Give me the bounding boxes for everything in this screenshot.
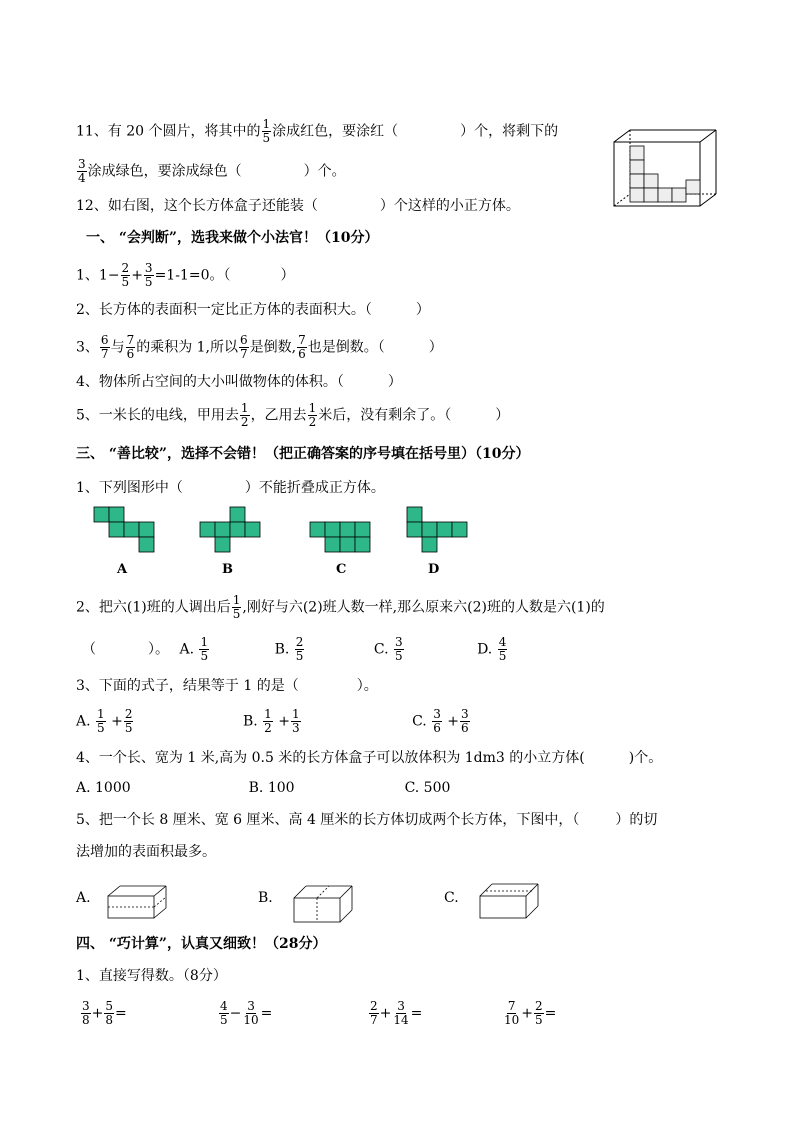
- section4-heading: 四、 “巧计算”，认真又细致！（28分）: [76, 936, 327, 952]
- fraction: $\frac{7}{6}$: [126, 333, 135, 361]
- judge-2: 2、长方体的表面积一定比正方体的表面积大。（ ）: [76, 302, 430, 318]
- fraction: $\frac{2}{5}$: [121, 261, 130, 289]
- calc-expr-3: $\frac{2}{7}$ + $\frac{3}{14}$ =: [370, 999, 423, 1027]
- cube-net-c: [310, 507, 372, 555]
- section3-heading: 三、 “善比较”，选择不会错！（把正确答案的序号填在括号里）（10分）: [76, 446, 530, 462]
- fraction: $\frac{4}{5}$: [498, 635, 507, 663]
- judge-1: 1、1− $\frac{2}{5}$ + $\frac{3}{5}$ =1-1=0。（ ）: [76, 261, 295, 289]
- fraction: $\frac{3}{6}$: [433, 707, 441, 735]
- fraction: $\frac{3}{4}$: [78, 157, 86, 185]
- cube-net-a: [94, 507, 156, 555]
- q11-text-b: 涂成红色，要涂红（: [272, 123, 399, 140]
- fraction: $\frac{5}{8}$: [105, 999, 114, 1027]
- choice-4: 4、一个长、宽为 1 米,高为 0.5 米的长方体盒子可以放体积为 1dm3 的小立方体( )个。: [76, 750, 663, 766]
- choice-2-options: （ ）。 A. $\frac{1}{5}$ B. $\frac{2}{5}$ C. $\frac{3}{5}$ D. $\frac{4}{5}$: [82, 635, 507, 663]
- choice-5: 5、把一个长 8 厘米、宽 6 厘米、高 4 厘米的长方体切成两个长方体，下图中，（ ）的切: [76, 812, 658, 828]
- fraction: $\frac{1}{2}$: [308, 401, 317, 429]
- fraction: $\frac{1}{2}$: [240, 401, 249, 429]
- fraction: $\frac{3}{14}$: [393, 999, 409, 1027]
- q12-text-b: ）个这样的小正方体。: [379, 198, 520, 214]
- fraction: $\frac{1}{5}$: [97, 707, 105, 735]
- fraction: $\frac{2}{5}$: [124, 707, 133, 735]
- fraction: $\frac{3}{10}$: [243, 999, 259, 1027]
- cut-box-c: [478, 882, 540, 920]
- calc-1: 1、直接写得数。（8分）: [76, 968, 227, 984]
- calc-expr-4: $\frac{7}{10}$ + $\frac{2}{5}$ =: [504, 999, 557, 1027]
- choice-3: 3、下面的式子，结果等于 1 的是（ ）。: [76, 678, 378, 694]
- cube-net-d: [407, 507, 469, 555]
- calc-expr-2: $\frac{4}{5}$ − $\frac{3}{10}$ =: [220, 999, 273, 1027]
- judge-4: 4、物体所占空间的大小叫做物体的体积。（ ）: [76, 374, 402, 390]
- fraction: $\frac{6}{7}$: [100, 333, 109, 361]
- fraction: $\frac{1}{2}$: [264, 707, 272, 735]
- fraction: $\frac{3}{6}$: [461, 707, 469, 735]
- fraction: $\frac{6}{7}$: [240, 333, 248, 361]
- fraction: $\frac{1}{3}$: [291, 707, 300, 735]
- cut-box-a: [106, 884, 168, 920]
- choice-5-opt-c: C.: [444, 890, 459, 906]
- q12-line: [76, 196, 520, 216]
- fraction: $\frac{2}{5}$: [295, 635, 304, 663]
- choice-2: 2、把六(1)班的人调出后 $\frac{1}{5}$ ,刚好与六(2)班人数一样,那么原来六(2)班的人数是六(1)的: [76, 593, 605, 621]
- q11-text-d: 涂成绿色，要涂成绿色（: [87, 163, 242, 180]
- box-figure: [612, 128, 722, 210]
- choice-1: 1、下列图形中（ ）不能折叠成正方体。: [76, 480, 385, 496]
- calc-expr-1: $\frac{3}{8}$ + $\frac{5}{8}$ =: [82, 999, 127, 1027]
- q11-line1: [76, 118, 558, 145]
- fraction: $\frac{1}{5}$: [232, 593, 241, 621]
- q11-line2: [76, 158, 346, 185]
- fraction: $\frac{1}{5}$: [200, 635, 209, 663]
- fraction: $\frac{3}{8}$: [82, 999, 90, 1027]
- fraction: $\frac{7}{6}$: [298, 333, 306, 361]
- choice-5-opt-b: B.: [258, 890, 273, 906]
- net-label-d: D: [428, 562, 440, 577]
- fraction: $\frac{3}{5}$: [144, 261, 153, 289]
- judge-3: 3、 $\frac{6}{7}$ 与 $\frac{7}{6}$ 的乘积为 1,所以 $\frac{6}{7}$ 是倒数, $\frac{7}{6}$ 也是倒数。（ ）: [76, 333, 443, 361]
- q11-text-e: ）个。: [303, 163, 346, 180]
- cube-net-b: [200, 507, 262, 555]
- q11-text-a: 11、有 20 个圆片，将其中的: [76, 123, 261, 140]
- section1-heading: 一、 “会判断”，选我来做个小法官！（10分）: [86, 230, 379, 246]
- judge-5: 5、一米长的电线，甲用去 $\frac{1}{2}$ ，乙用去 $\frac{1}{2}$ 米后，没有剩余了。（ ）: [76, 401, 510, 429]
- choice-5-opt-a: A.: [76, 890, 91, 906]
- q11-text-c: ）个，将剩下的: [460, 123, 559, 140]
- net-label-c: C: [336, 562, 347, 577]
- fraction: $\frac{1}{5}$: [262, 117, 271, 145]
- choice-4-options: A. 1000 B. 100 C. 500: [76, 780, 451, 796]
- choice-5-cont: 法增加的表面积最多。: [76, 844, 216, 860]
- cut-box-b: [292, 884, 354, 924]
- fraction: $\frac{2}{7}$: [370, 999, 378, 1027]
- net-label-a: A: [117, 562, 128, 577]
- fraction: $\frac{3}{5}$: [394, 635, 403, 663]
- fraction: $\frac{7}{10}$: [504, 999, 520, 1027]
- fraction: $\frac{2}{5}$: [535, 999, 543, 1027]
- fraction: $\frac{4}{5}$: [220, 999, 228, 1027]
- choice-3-options: A. $\frac{1}{5}$ + $\frac{2}{5}$ B. $\frac{1}{2}$ + $\frac{1}{3}$ C. $\frac{3}{6}$ + $\frac{3}{6}$: [76, 707, 469, 735]
- q12-text-a: 12、如右图，这个长方体盒子还能装（: [76, 198, 318, 214]
- net-label-b: B: [222, 562, 233, 577]
